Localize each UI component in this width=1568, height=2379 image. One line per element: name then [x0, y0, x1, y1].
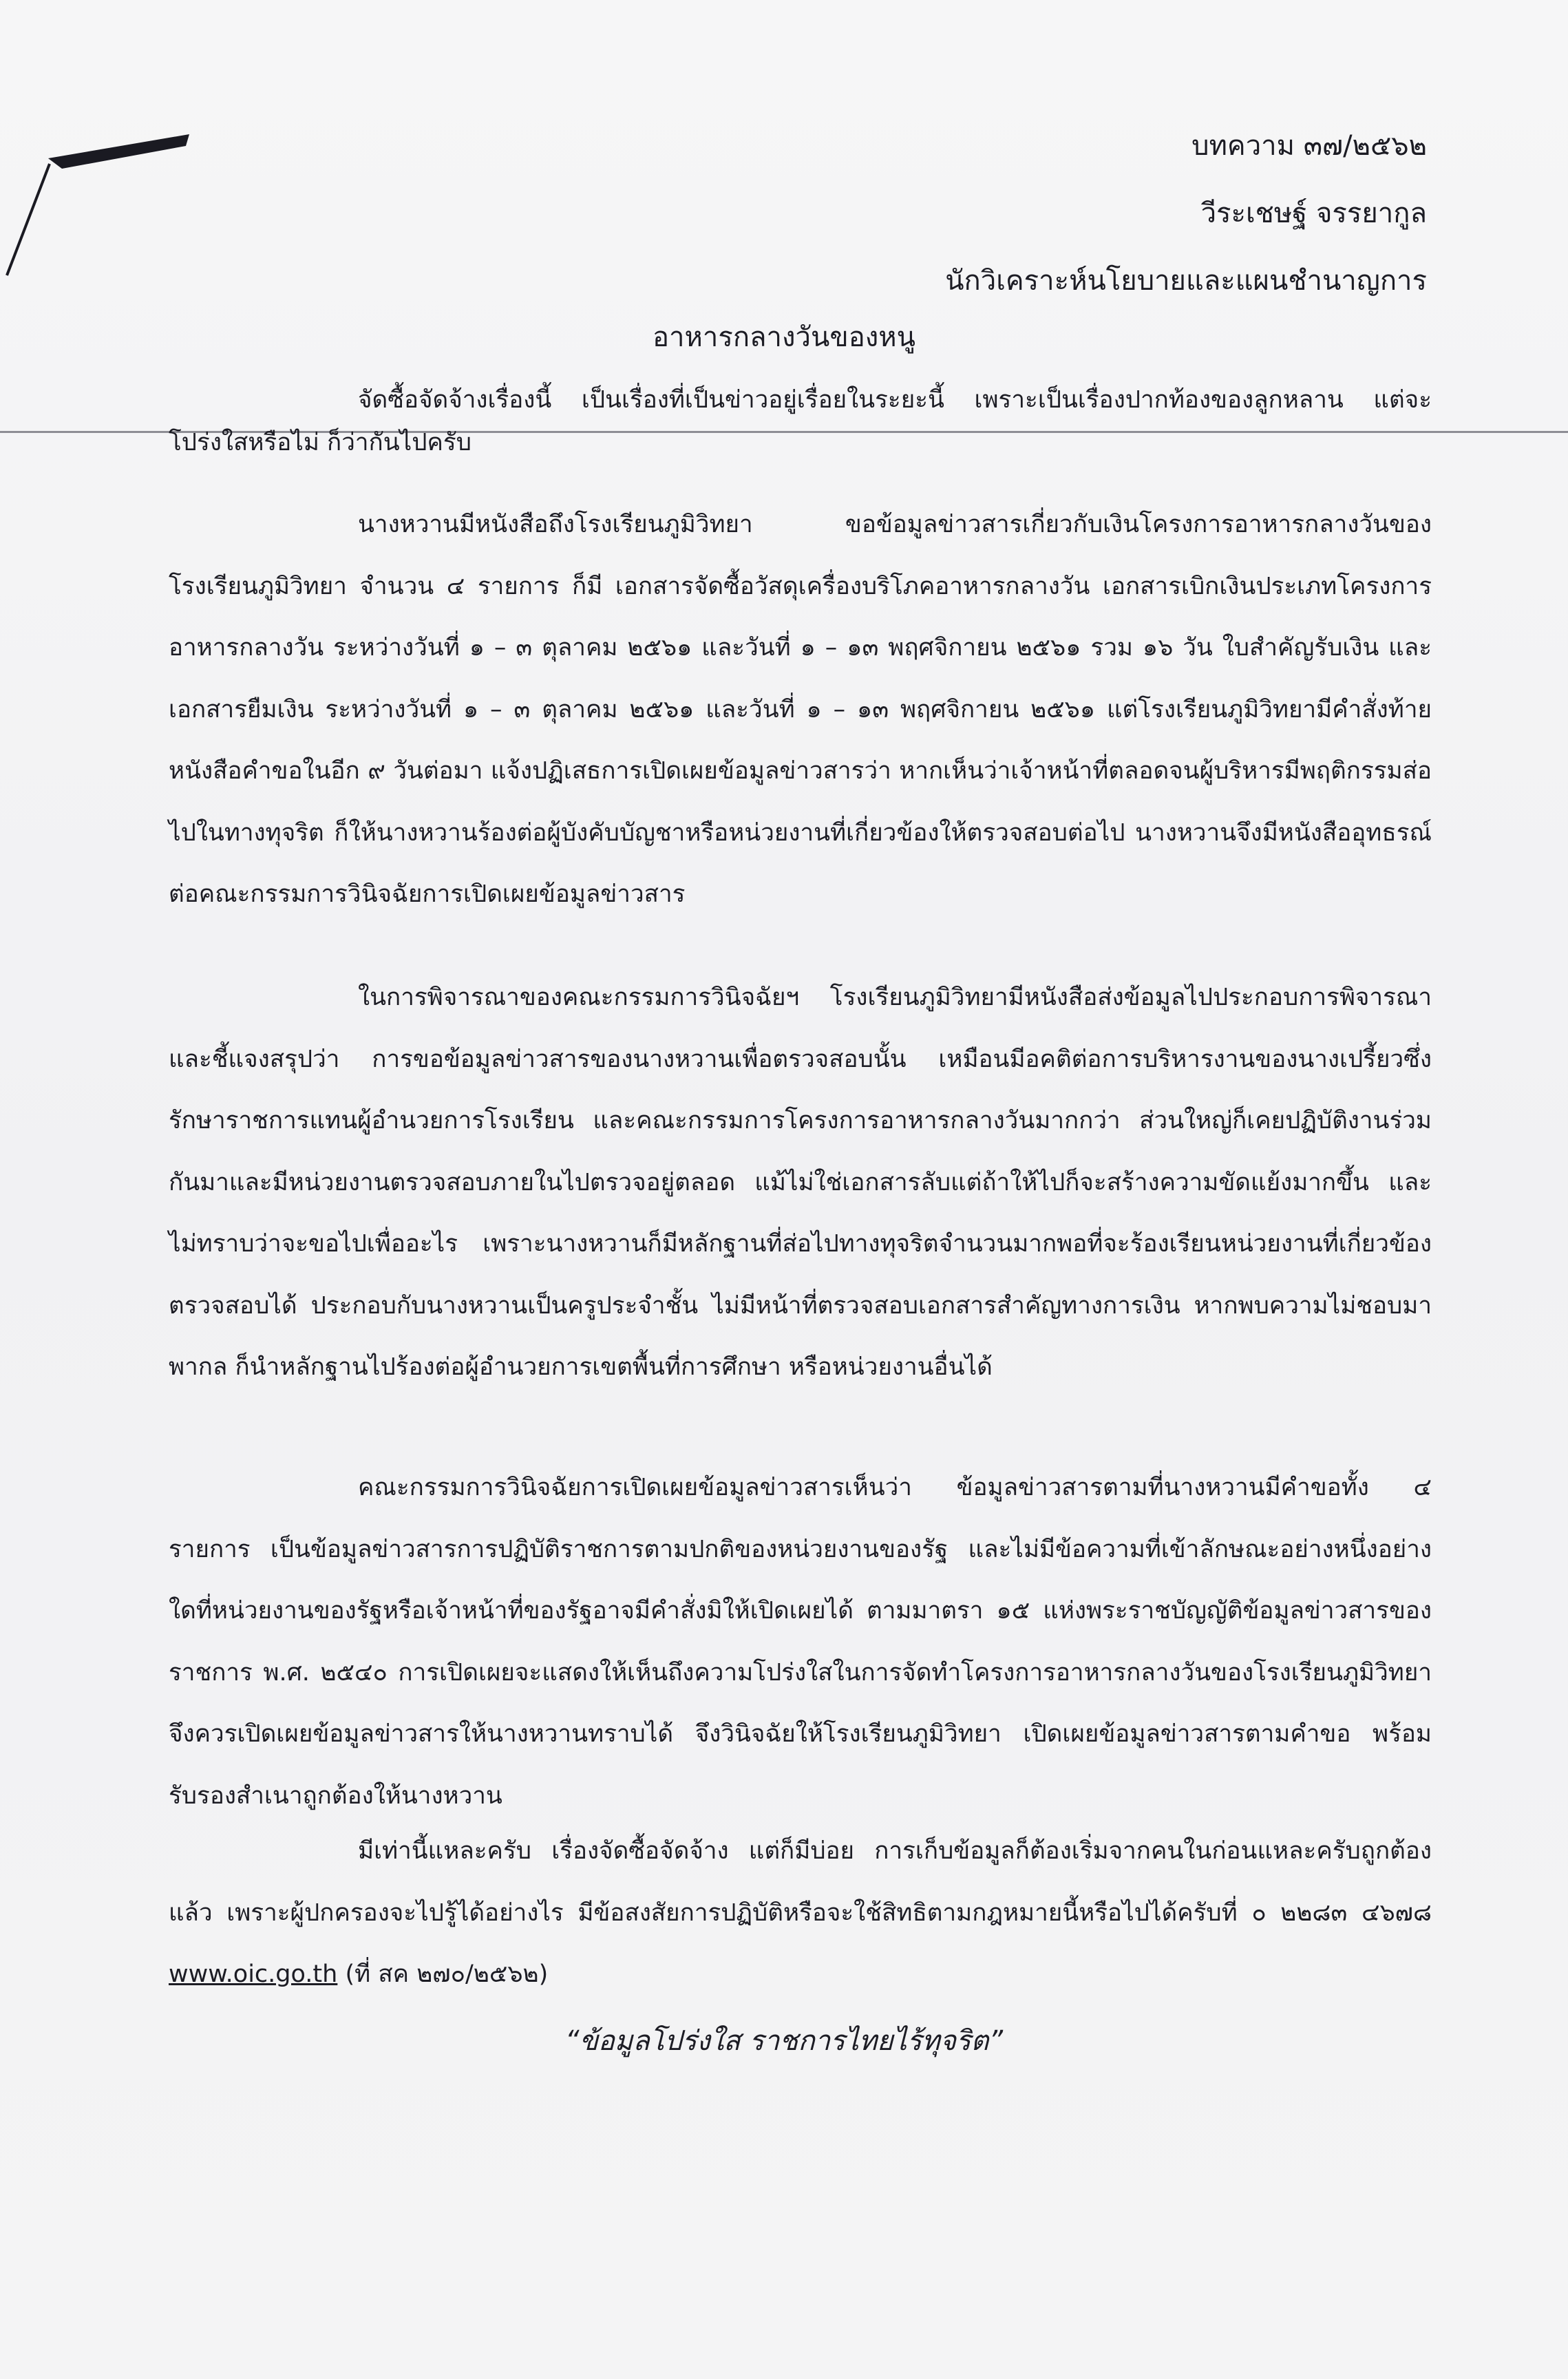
- article-title: อาหารกลางวันของหนู: [653, 321, 915, 353]
- slogan: “ข้อมูลโปร่งใส ราชการไทยไร้ทุจริต”: [564, 2025, 1004, 2057]
- paragraph-request: นางหวานมีหนังสือถึงโรงเรียนภูมิวิทยา ขอข้อมูลข่าวสารเกี่ยวกับเงินโครงการอาหารกลางวันของโรงเรียนภูมิวิทยา จำนวน ๔ รายการ ก็มี เอกสารจัดซื้อวัสดุเครื่องบริโภคอาหารกลางวัน เอกสารเบิกเงินประเภทโครงการอาหารกลางวัน ระหว่างวันที่ ๑ – ๓ ตุลาคม ๒๕๖๑ และวันที่ ๑ – ๑๓ พฤศจิกายน ๒๕๖๑ รวม ๑๖ วัน ใบสำคัญรับเงิน และเอกสารยืมเงิน ระหว่างวันที่ ๑ – ๓ ตุลาคม ๒๕๖๑ และวันที่ ๑ – ๑๓ พฤศจิกายน ๒๕๖๑ แต่โรงเรียนภูมิวิทยามีคำสั่งท้ายหนังสือคำขอในอีก ๙ วันต่อมา แจ้งปฏิเสธการเปิดเผยข้อมูลข่าวสารว่า หากเห็นว่าเจ้าหน้าที่ตลอดจนผู้บริหารมีพฤติกรรมส่อไปในทางทุจริต ก็ให้นางหวานร้องต่อผู้บังคับบัญชาหรือหน่วยงานที่เกี่ยวข้องให้ตรวจสอบต่อไป นางหวานจึงมีหนังสืออุทธรณ์ต่อคณะกรรมการวินิจฉัยการเปิดเผยข้อมูลข่าวสาร: [169, 511, 1432, 908]
- oic-website-link[interactable]: www.oic.go.th: [169, 1960, 338, 1988]
- paragraph-closing: [169, 1821, 1432, 2006]
- reference-number: (ที่ สค ๒๗๐/๒๕๖๒): [337, 1960, 549, 1988]
- paragraph-committee-ruling: คณะกรรมการวินิจฉัยการเปิดเผยข้อมูลข่าวสารเห็นว่า ข้อมูลข่าวสารตามที่นางหวานมีคำขอทั้ง ๔ รายการ เป็นข้อมูลข่าวสารการปฏิบัติราชการตามปกติของหน่วยงานของรัฐ และไม่มีข้อความที่เข้าลักษณะอย่างหนึ่งอย่างใดที่หน่วยงานของรัฐหรือเจ้าหน้าที่ของรัฐอาจมีคำสั่งมิให้เปิดเผยได้ ตามมาตรา ๑๕ แห่งพระราชบัญญัติข้อมูลข่าวสารของราชการ พ.ศ. ๒๕๔๐ การเปิดเผยจะแสดงให้เห็นถึงความโปร่งใสในการจัดทำโครงการอาหารกลางวันของโรงเรียนภูมิวิทยา จึงควรเปิดเผยข้อมูลข่าวสารให้นางหวานทราบได้ จึงวินิจฉัยให้โรงเรียนภูมิวิทยา เปิดเผยข้อมูลข่าวสารตามคำขอ พร้อมรับรองสำเนาถูกต้องให้นางหวาน: [169, 1474, 1432, 1810]
- closing-text: มีเท่านี้แหละครับ เรื่องจัดซื้อจัดจ้าง แต่ก็มีบ่อย การเก็บข้อมูลก็ต้องเริ่มจากคนในก่อนแหละครับถูกต้องแล้ว เพราะผู้ปกครองจะไปรู้ได้อย่างไร มีข้อสงสัยการปฏิบัติหรือจะใช้สิทธิตามกฎหมายนี้หรือไปได้ครับที่ ๐ ๒๒๘๓ ๔๖๗๘: [169, 1837, 1432, 1927]
- author-name: วีระเชษฐ์ จรรยากูล: [1200, 198, 1427, 229]
- article-header: [945, 125, 1427, 328]
- paragraph-intro: จัดซื้อจัดจ้างเรื่องนี้ เป็นเรื่องที่เป็นข่าวอยู่เรื่อยในระยะนี้ เพราะเป็นเรื่องปากท้องของลูกหลาน แต่จะโปร่งใสหรือไม่ ก็ว่ากันไปครับ: [169, 386, 1432, 456]
- paragraph-school-response: ในการพิจารณาของคณะกรรมการวินิจฉัยฯ โรงเรียนภูมิวิทยามีหนังสือส่งข้อมูลไปประกอบการพิจารณาและชี้แจงสรุปว่า การขอข้อมูลข่าวสารของนางหวานเพื่อตรวจสอบนั้น เหมือนมีอคติต่อการบริหารงานของนางเปรี้ยวซึ่งรักษาราชการแทนผู้อำนวยการโรงเรียน และคณะกรรมการโครงการอาหารกลางวันมากกว่า ส่วนใหญ่ก็เคยปฏิบัติงานร่วมกันมาและมีหน่วยงานตรวจสอบภายในไปตรวจอยู่ตลอด แม้ไม่ใช่เอกสารลับแต่ถ้าให้ไปก็จะสร้างความขัดแย้งมากขึ้น และไม่ทราบว่าจะขอไปเพื่ออะไร เพราะนางหวานก็มีหลักฐานที่ส่อไปทางทุจริตจำนวนมากพอที่จะร้องเรียนหน่วยงานที่เกี่ยวข้องตรวจสอบได้ ประกอบกับนางหวานเป็นครูประจำชั้น ไม่มีหน้าที่ตรวจสอบเอกสารสำคัญทางการเงิน หากพบความไม่ชอบมาพากล ก็นำหลักฐานไปร้องต่อผู้อำนวยการเขตพื้นที่การศึกษา หรือหน่วยงานอื่นได้: [169, 984, 1432, 1381]
- article-number: บทความ ๓๗/๒๕๖๒: [1191, 130, 1427, 162]
- author-position: นักวิเคราะห์นโยบายและแผนชำนาญการ: [945, 265, 1427, 297]
- staple-mark: [0, 103, 200, 282]
